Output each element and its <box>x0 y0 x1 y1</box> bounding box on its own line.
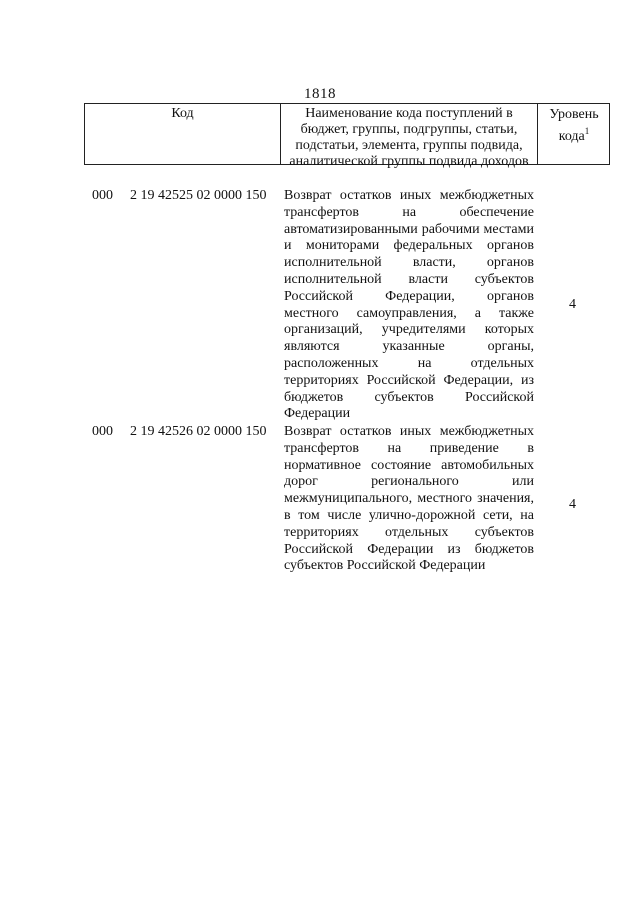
header-code: Код <box>171 106 194 121</box>
revenue-name: Возврат остатков иных межбюджетных трансфертов на приведение в нормативное состояние автомобильных дорог регионального или межмуниципального, местного значения, в том числе улично-дорожной сети, на территориях отдельных субъектов Российской Федерации из бюджетов субъектов Российской Федерации <box>284 424 534 574</box>
code-level: 4 <box>569 297 576 312</box>
header-level-footnote: 1 <box>584 126 590 136</box>
code-level: 4 <box>569 497 576 512</box>
table-row <box>84 188 610 424</box>
revenue-code: 2 19 42526 02 0000 150 <box>130 424 267 439</box>
header-level-label: Уровень кода <box>549 107 599 144</box>
header-name: Наименование кода поступлений в бюджет, группы, подгруппы, статьи, подстатьи, элемента, группы подвида, аналитической группы подвида доходов <box>280 104 537 164</box>
table-row <box>84 424 610 594</box>
revenue-name: Возврат остатков иных межбюджетных трансфертов на обеспечение автоматизированными рабочими местами и мониторами федеральных органов исполнительной власти, органов исполнительной власти субъектов Российской Федерации, органов местного самоуправления, а также организаций, учредителями которых являются указанные органы, расположенных на отдельных территориях Российской Федерации, из бюджетов субъектов Российской Федерации <box>284 188 534 422</box>
admin-code: 000 <box>92 188 113 203</box>
header-level <box>537 104 610 164</box>
table-header <box>84 103 610 169</box>
revenue-code: 2 19 42525 02 0000 150 <box>130 188 267 203</box>
page-number: 1818 <box>304 86 336 102</box>
admin-code: 000 <box>92 424 113 439</box>
